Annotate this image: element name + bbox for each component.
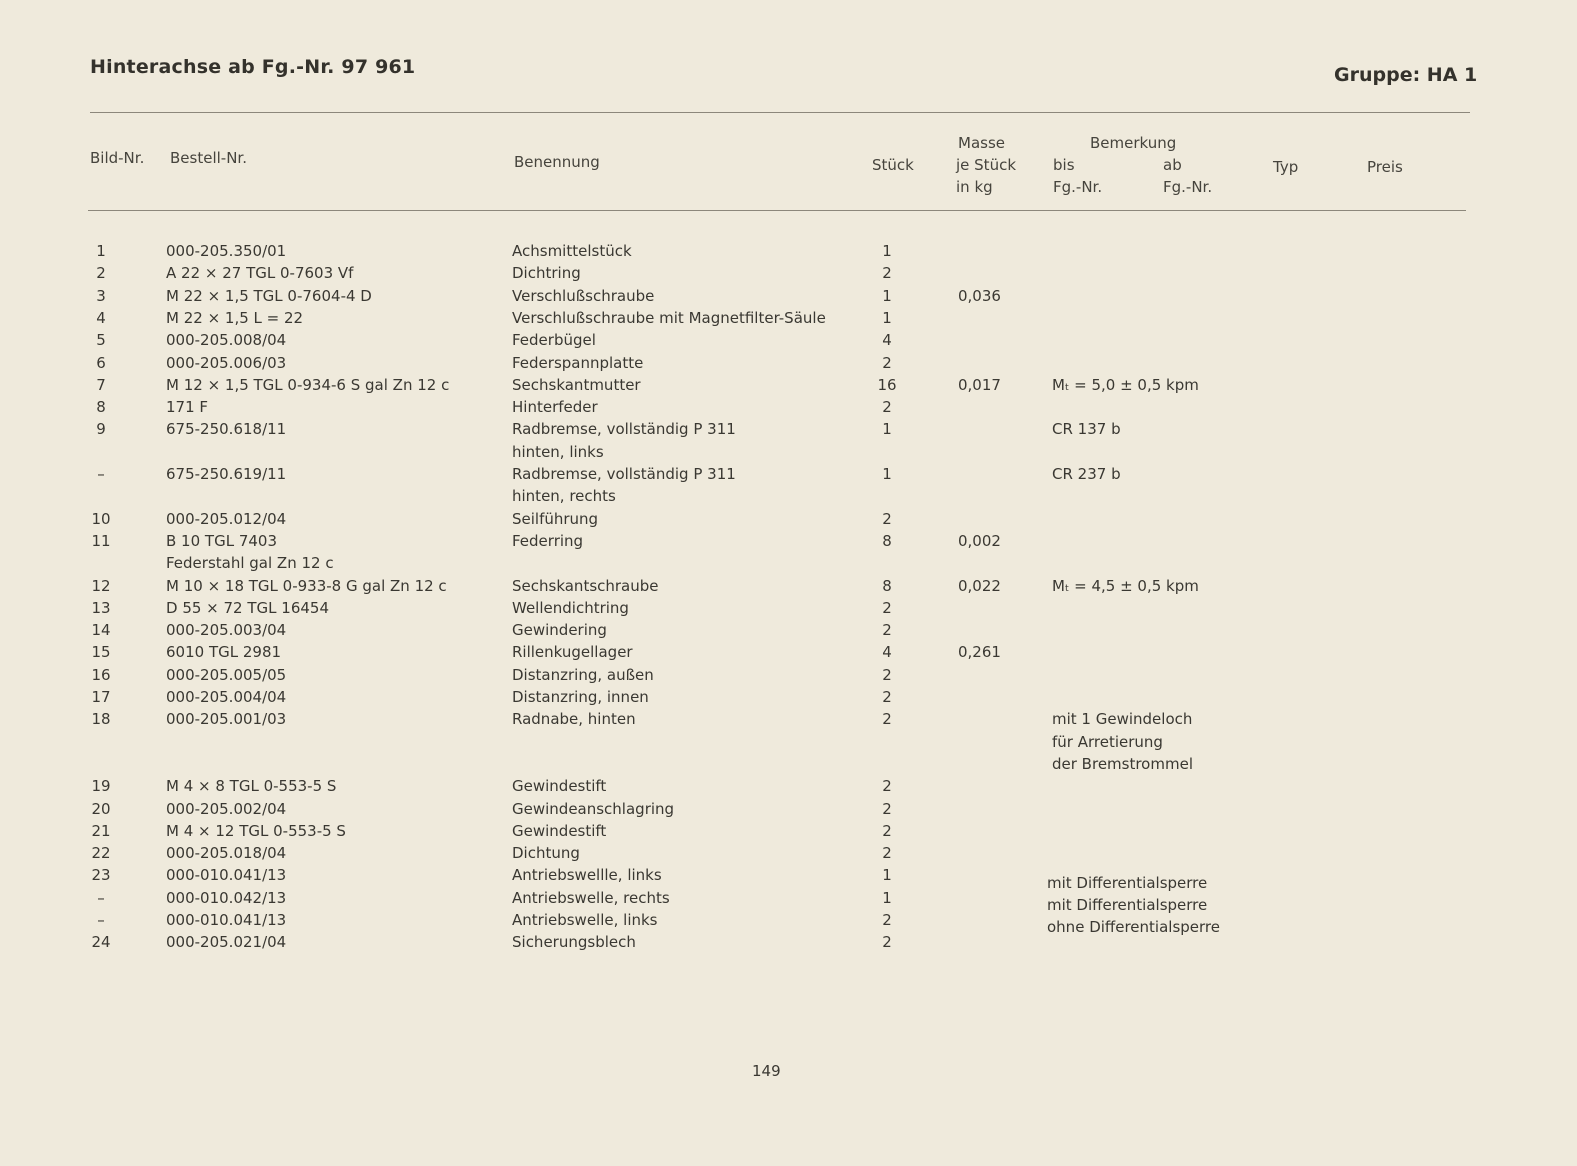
- table-row: [0, 731, 1577, 753]
- cell-stueck: 2: [882, 688, 892, 706]
- cell-stueck: 4: [882, 643, 892, 661]
- cell-benennung: Gewindering: [512, 621, 607, 639]
- table-row: [0, 441, 1577, 463]
- cell-bemerkung: Mₜ = 5,0 ± 0,5 kpm: [1052, 376, 1199, 394]
- note-differential-1: mit Differentialsperre: [1047, 874, 1208, 892]
- cell-benennung: Sechskantschraube: [512, 577, 659, 595]
- cell-bemerkung: mit 1 Gewindeloch: [1052, 710, 1193, 728]
- cell-benennung: Verschlußschraube mit Magnetfilter-Säule: [512, 309, 826, 327]
- table-row: [0, 240, 1577, 262]
- cell-benennung: Antriebswellle, links: [512, 866, 662, 884]
- page-title: Hinterachse ab Fg.-Nr. 97 961: [90, 56, 416, 78]
- top-rule: [90, 112, 1470, 113]
- cell-benennung: Rillenkugellager: [512, 643, 633, 661]
- table-row: [0, 909, 1577, 931]
- cell-bild-nr: 5: [96, 331, 106, 349]
- col-masse-2: je Stück: [956, 156, 1017, 174]
- cell-bestell-nr: 675-250.618/11: [166, 420, 287, 438]
- cell-benennung: hinten, links: [512, 443, 604, 461]
- cell-stueck: 1: [882, 242, 892, 260]
- cell-bestell-nr: 675-250.619/11: [166, 465, 287, 483]
- cell-bestell-nr: M 22 × 1,5 L = 22: [166, 309, 304, 327]
- cell-bestell-nr: 000-205.006/03: [166, 354, 287, 372]
- cell-stueck: 2: [882, 800, 892, 818]
- cell-bestell-nr: D 55 × 72 TGL 16454: [166, 599, 329, 617]
- cell-bild-nr: 21: [91, 822, 111, 840]
- cell-stueck: 2: [882, 510, 892, 528]
- cell-bild-nr: 8: [96, 398, 106, 416]
- table-row: [0, 530, 1577, 552]
- cell-stueck: 2: [882, 666, 892, 684]
- cell-bild-nr: 19: [91, 777, 111, 795]
- col-stueck: Stück: [872, 156, 914, 174]
- cell-bild-nr: 4: [96, 309, 106, 327]
- col-benennung: Benennung: [514, 153, 600, 171]
- cell-benennung: Antriebswelle, rechts: [512, 889, 670, 907]
- col-preis: Preis: [1367, 158, 1403, 176]
- cell-stueck: 2: [882, 822, 892, 840]
- cell-bild-nr: 1: [96, 242, 106, 260]
- cell-benennung: Gewindeanschlagring: [512, 800, 675, 818]
- cell-bemerkung: CR 137 b: [1052, 420, 1121, 438]
- cell-bild-nr: 13: [91, 599, 111, 617]
- table-row: [0, 686, 1577, 708]
- cell-bemerkung: für Arretierung: [1052, 733, 1163, 751]
- cell-bild-nr: –: [97, 889, 105, 907]
- cell-bestell-nr: M 22 × 1,5 TGL 0-7604-4 D: [166, 287, 372, 305]
- table-row: [0, 864, 1577, 886]
- cell-benennung: Antriebswelle, links: [512, 911, 658, 929]
- table-row: [0, 463, 1577, 485]
- cell-stueck: 2: [882, 777, 892, 795]
- page-number: 149: [752, 1062, 781, 1080]
- cell-bild-nr: 11: [91, 532, 111, 550]
- table-row: [0, 753, 1577, 775]
- cell-bild-nr: –: [97, 465, 105, 483]
- cell-bild-nr: 15: [91, 643, 111, 661]
- cell-benennung: Dichtung: [512, 844, 580, 862]
- table-row: [0, 418, 1577, 440]
- cell-stueck: 1: [882, 420, 892, 438]
- cell-benennung: Federspannplatte: [512, 354, 644, 372]
- cell-bild-nr: 18: [91, 710, 111, 728]
- cell-benennung: Radnabe, hinten: [512, 710, 636, 728]
- cell-bild-nr: 3: [96, 287, 106, 305]
- table-row: [0, 641, 1577, 663]
- cell-masse: 0,017: [958, 376, 1001, 394]
- cell-stueck: 2: [882, 933, 892, 951]
- col-bis-fg: Fg.-Nr.: [1053, 178, 1103, 196]
- cell-stueck: 1: [882, 465, 892, 483]
- note-differential-2: mit Differentialsperre: [1047, 896, 1208, 914]
- cell-benennung: Federring: [512, 532, 584, 550]
- cell-benennung: Verschlußschraube: [512, 287, 655, 305]
- col-ab: ab: [1163, 156, 1182, 174]
- table-row: [0, 664, 1577, 686]
- cell-stueck: 2: [882, 398, 892, 416]
- cell-bild-nr: 24: [91, 933, 111, 951]
- cell-bild-nr: 22: [91, 844, 111, 862]
- cell-stueck: 2: [882, 354, 892, 372]
- table-row: [0, 887, 1577, 909]
- cell-bild-nr: –: [97, 911, 105, 929]
- table-row: [0, 820, 1577, 842]
- table-row: [0, 775, 1577, 797]
- cell-bild-nr: 17: [91, 688, 111, 706]
- table-row: [0, 597, 1577, 619]
- cell-bestell-nr: 000-205.350/01: [166, 242, 287, 260]
- cell-bestell-nr: M 4 × 8 TGL 0-553-5 S: [166, 777, 337, 795]
- cell-bestell-nr: 000-010.041/13: [166, 866, 287, 884]
- table-row: [0, 285, 1577, 307]
- table-row: [0, 931, 1577, 953]
- cell-bestell-nr: B 10 TGL 7403: [166, 532, 277, 550]
- cell-benennung: Achsmittelstück: [512, 242, 632, 260]
- table-row: [0, 508, 1577, 530]
- cell-bestell-nr: 000-205.004/04: [166, 688, 287, 706]
- cell-bestell-nr: 000-205.003/04: [166, 621, 287, 639]
- table-row: [0, 552, 1577, 574]
- cell-bemerkung: Mₜ = 4,5 ± 0,5 kpm: [1052, 577, 1199, 595]
- cell-bild-nr: 9: [96, 420, 106, 438]
- cell-benennung: Sicherungsblech: [512, 933, 636, 951]
- cell-stueck: 8: [882, 532, 892, 550]
- cell-benennung: Distanzring, innen: [512, 688, 649, 706]
- cell-bestell-nr: M 4 × 12 TGL 0-553-5 S: [166, 822, 346, 840]
- cell-benennung: Wellendichtring: [512, 599, 629, 617]
- cell-bild-nr: 10: [91, 510, 111, 528]
- cell-benennung: Federbügel: [512, 331, 596, 349]
- cell-stueck: 4: [882, 331, 892, 349]
- cell-stueck: 2: [882, 599, 892, 617]
- table-row: [0, 352, 1577, 374]
- table-row: [0, 798, 1577, 820]
- cell-bestell-nr: 000-205.005/05: [166, 666, 287, 684]
- col-bild-nr: Bild-Nr.: [90, 149, 145, 167]
- cell-stueck: 2: [882, 911, 892, 929]
- cell-bestell-nr: 000-205.001/03: [166, 710, 287, 728]
- cell-stueck: 1: [882, 287, 892, 305]
- cell-bestell-nr: 6010 TGL 2981: [166, 643, 282, 661]
- table-row: [0, 262, 1577, 284]
- table-row: [0, 396, 1577, 418]
- cell-bestell-nr: 171 F: [166, 398, 209, 416]
- col-ab-fg: Fg.-Nr.: [1163, 178, 1213, 196]
- cell-benennung: Sechskantmutter: [512, 376, 641, 394]
- cell-bild-nr: 2: [96, 264, 106, 282]
- cell-bemerkung: der Bremstrommel: [1052, 755, 1193, 773]
- cell-bestell-nr: Federstahl gal Zn 12 c: [166, 554, 334, 572]
- cell-benennung: Dichtring: [512, 264, 581, 282]
- cell-bestell-nr: M 12 × 1,5 TGL 0-934-6 S gal Zn 12 c: [166, 376, 450, 394]
- cell-benennung: Radbremse, vollständig P 311: [512, 465, 736, 483]
- cell-bestell-nr: A 22 × 27 TGL 0-7603 Vf: [166, 264, 354, 282]
- cell-masse: 0,036: [958, 287, 1001, 305]
- cell-benennung: Seilführung: [512, 510, 599, 528]
- cell-bemerkung: CR 237 b: [1052, 465, 1121, 483]
- note-differential-3: ohne Differentialsperre: [1047, 918, 1220, 936]
- cell-benennung: hinten, rechts: [512, 487, 616, 505]
- col-masse-1: Masse: [958, 134, 1005, 152]
- cell-bestell-nr: 000-205.018/04: [166, 844, 287, 862]
- cell-bild-nr: 14: [91, 621, 111, 639]
- col-typ: Typ: [1273, 158, 1299, 176]
- table-row: [0, 619, 1577, 641]
- cell-benennung: Gewindestift: [512, 777, 607, 795]
- cell-bestell-nr: 000-010.041/13: [166, 911, 287, 929]
- col-bis: bis: [1053, 156, 1075, 174]
- table-row: [0, 329, 1577, 351]
- cell-benennung: Hinterfeder: [512, 398, 598, 416]
- cell-stueck: 2: [882, 621, 892, 639]
- table-row: [0, 307, 1577, 329]
- cell-bild-nr: 7: [96, 376, 106, 394]
- cell-bild-nr: 23: [91, 866, 111, 884]
- group-label: Gruppe: HA 1: [1334, 64, 1478, 86]
- cell-stueck: 8: [882, 577, 892, 595]
- col-bestell-nr: Bestell-Nr.: [170, 149, 247, 167]
- table-row: [0, 485, 1577, 507]
- cell-bestell-nr: 000-205.002/04: [166, 800, 287, 818]
- cell-stueck: 16: [877, 376, 897, 394]
- col-bemerkung: Bemerkung: [1090, 134, 1177, 152]
- cell-bestell-nr: 000-205.012/04: [166, 510, 287, 528]
- cell-bild-nr: 6: [96, 354, 106, 372]
- cell-bestell-nr: 000-205.008/04: [166, 331, 287, 349]
- cell-stueck: 1: [882, 309, 892, 327]
- col-masse-3: in kg: [956, 178, 993, 196]
- cell-benennung: Gewindestift: [512, 822, 607, 840]
- cell-bild-nr: 20: [91, 800, 111, 818]
- table-row: [0, 708, 1577, 730]
- cell-masse: 0,022: [958, 577, 1001, 595]
- cell-bild-nr: 12: [91, 577, 111, 595]
- cell-bestell-nr: 000-010.042/13: [166, 889, 287, 907]
- cell-stueck: 2: [882, 710, 892, 728]
- cell-stueck: 1: [882, 866, 892, 884]
- table-row: [0, 842, 1577, 864]
- cell-benennung: Distanzring, außen: [512, 666, 654, 684]
- cell-benennung: Radbremse, vollständig P 311: [512, 420, 736, 438]
- cell-stueck: 1: [882, 889, 892, 907]
- cell-bild-nr: 16: [91, 666, 111, 684]
- cell-masse: 0,002: [958, 532, 1001, 550]
- cell-bestell-nr: M 10 × 18 TGL 0-933-8 G gal Zn 12 c: [166, 577, 447, 595]
- header-rule: [88, 210, 1466, 211]
- cell-masse: 0,261: [958, 643, 1001, 661]
- cell-stueck: 2: [882, 844, 892, 862]
- cell-bestell-nr: 000-205.021/04: [166, 933, 287, 951]
- table-row: [0, 575, 1577, 597]
- table-row: [0, 374, 1577, 396]
- cell-stueck: 2: [882, 264, 892, 282]
